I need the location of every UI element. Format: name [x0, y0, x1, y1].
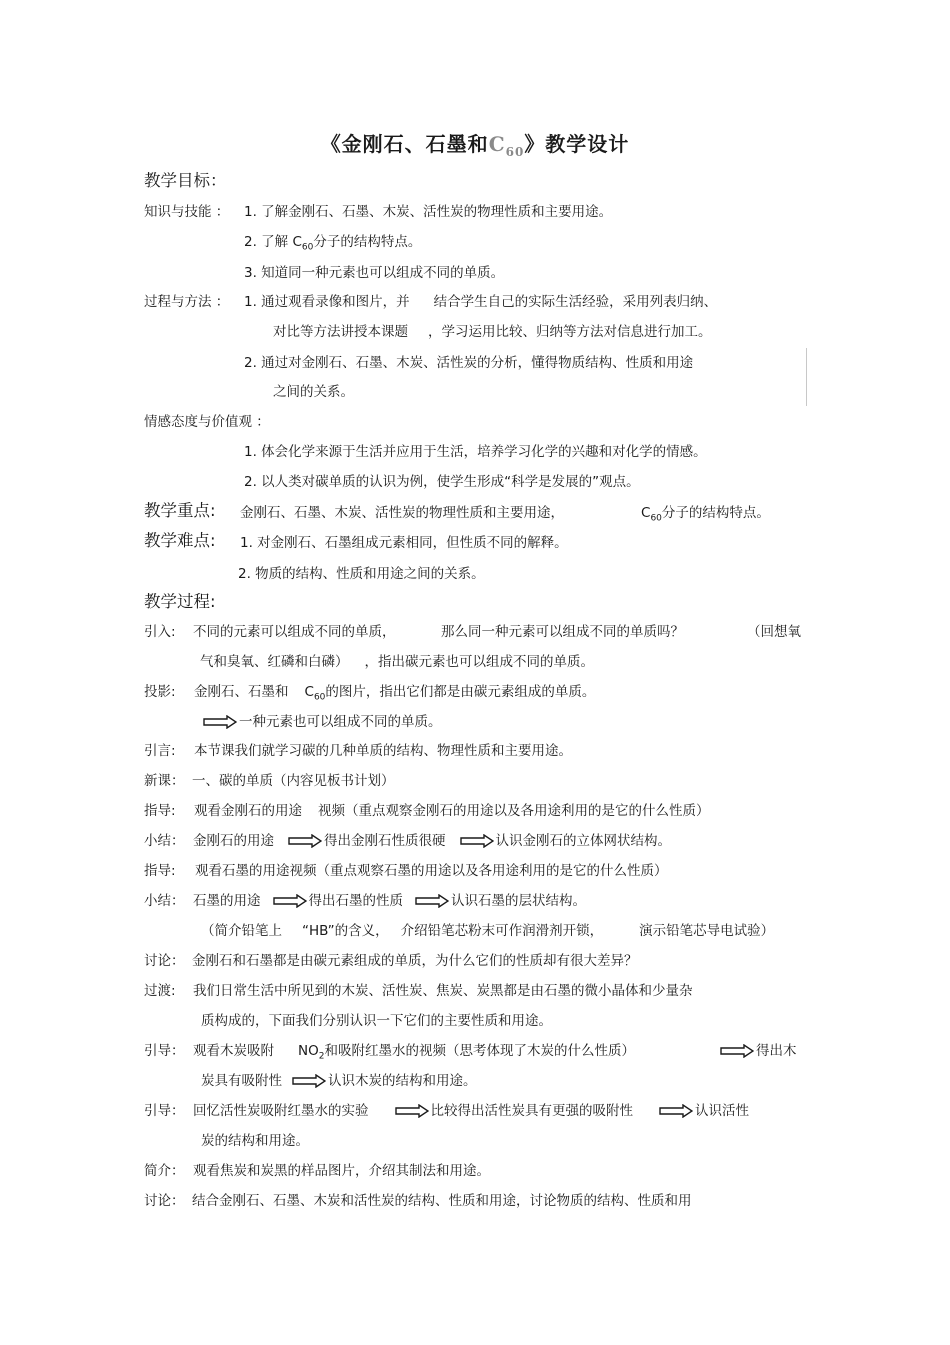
double-right-arrow-icon — [292, 1074, 326, 1088]
intro-text-c: （回想氧 — [747, 624, 801, 640]
margin-rule — [806, 348, 807, 406]
double-right-arrow-icon — [273, 894, 307, 908]
double-right-arrow-icon — [288, 834, 322, 848]
discussion-1-label: 讨论： — [144, 953, 185, 969]
process-heading: 教学过程: — [144, 592, 216, 611]
double-right-arrow-icon — [460, 834, 494, 848]
discussion-1-text: 金刚石和石墨都是由碳元素组成的单质，为什么它们的性质却有很大差异？ — [192, 953, 638, 969]
double-right-arrow-icon — [395, 1104, 429, 1118]
new-lesson-label: 新课： — [144, 773, 185, 789]
projection-label: 投影: — [144, 684, 176, 700]
lead-1-result: 得出木 — [718, 1042, 797, 1060]
summary-1-text: 金刚石的用途 得出金刚石性质很硬 认识金刚石的立体网状结构。 — [193, 833, 671, 849]
intro-label: 引入: — [144, 624, 176, 640]
transition-cont: 质构成的，下面我们分别认识一下它们的主要性质和用途。 — [201, 1013, 552, 1029]
key-points-c60: $C_{60}$分子的结构特点。 — [641, 505, 770, 524]
lead-1-text: 观看木炭吸附 $NO_2$和吸附红墨水的视频（思考体现了木炭的什么性质） — [193, 1043, 635, 1062]
lead-2-label: 引导： — [144, 1103, 185, 1119]
projection-conclusion: 一种元素也可以组成不同的单质。 — [201, 713, 442, 731]
process-item-1-cont: 对比等方法讲授本课题 ，学习运用比较、归纳等方法对信息进行加工。 — [273, 324, 712, 340]
knowledge-label: 知识与技能 ： — [144, 204, 230, 220]
knowledge-item-3: 3. 知道同一种元素也可以组成不同的单质。 — [244, 265, 505, 281]
double-right-arrow-icon — [720, 1044, 754, 1058]
projection-text: 金刚石、石墨和 $C_{60}$的图片，指出它们都是由碳元素组成的单质。 — [194, 684, 596, 703]
brief-text: 观看焦炭和炭黑的样品图片，介绍其制法和用途。 — [193, 1163, 490, 1179]
lead-1-label: 引导： — [144, 1043, 185, 1059]
double-right-arrow-icon — [659, 1104, 693, 1118]
summary-2-text: 石墨的用途 得出石墨的性质 认识石墨的层状结构。 — [193, 893, 586, 909]
lead-1-cont: 炭具有吸附性 认识木炭的结构和用途。 — [201, 1073, 477, 1089]
emotion-item-1: 1. 体会化学来源于生活并应用于生活，培养学习化学的兴趣和对化学的情感。 — [244, 444, 707, 460]
discussion-2-label: 讨论： — [144, 1193, 185, 1209]
transition-text: 我们日常生活中所见到的木炭、活性炭、焦炭、炭黑都是由石墨的微小晶体和少量杂 — [193, 983, 693, 999]
lead-2-text: 回忆活性炭吸附红墨水的实验 比较得出活性炭具有更强的吸附性 认识活性 — [193, 1103, 749, 1119]
knowledge-item-1: 1. 了解金刚石、石墨、木炭、活性炭的物理性质和主要用途。 — [244, 204, 613, 220]
title-c60: $C_{60}$ — [488, 132, 525, 159]
brief-label: 简介： — [144, 1163, 185, 1179]
preface-text: 本节课我们就学习碳的几种单质的结构、物理性质和主要用途。 — [194, 743, 572, 759]
summary-2-note: （简介铅笔上 “HB”的含义， 介绍铅笔芯粉末可作润滑剂开锁， 演示铅笔芯导电试验） — [201, 923, 775, 939]
discussion-2-text: 结合金刚石、石墨、木炭和活性炭的结构、性质和用途，讨论物质的结构、性质和用 — [192, 1193, 692, 1209]
title-suffix: 》教学设计 — [524, 132, 630, 156]
difficult-item-1: 1. 对金刚石、石墨组成元素相同，但性质不同的解释。 — [240, 535, 568, 551]
guide-2-text: 观看石墨的用途视频（重点观察石墨的用途以及各用途利用的是它的什么性质） — [195, 863, 668, 879]
key-points-label: 教学重点: — [144, 501, 216, 520]
transition-label: 过渡: — [144, 983, 176, 999]
intro-text-b: 那么同一种元素可以组成不同的单质吗？ — [441, 624, 684, 640]
title-prefix: 《金刚石、石墨和 — [320, 132, 489, 156]
guide-1-text: 观看金刚石的用途 视频（重点观察金刚石的用途以及各用途利用的是它的什么性质） — [194, 803, 710, 819]
knowledge-item-2: 2. 了解 $C_{60}$分子的结构特点。 — [244, 234, 422, 253]
process-item-2: 2. 通过对金刚石、石墨、木炭、活性炭的分析，懂得物质结构、性质和用途 — [244, 355, 694, 371]
emotion-item-2: 2. 以人类对碳单质的认识为例，使学生形成“科学是发展的”观点。 — [244, 474, 640, 490]
document-title — [0, 128, 950, 159]
process-item-2-cont: 之间的关系。 — [273, 384, 354, 400]
guide-2-label: 指导: — [144, 863, 176, 879]
summary-2-label: 小结： — [144, 893, 185, 909]
lead-2-cont: 炭的结构和用途。 — [201, 1133, 309, 1149]
summary-1-label: 小结： — [144, 833, 185, 849]
key-points-text: 金刚石、石墨、木炭、活性炭的物理性质和主要用途， — [240, 505, 564, 521]
new-lesson-text: 一、碳的单质（内容见板书计划） — [192, 773, 395, 789]
difficult-item-2: 2. 物质的结构、性质和用途之间的关系。 — [238, 566, 485, 582]
difficult-points-label: 教学难点: — [144, 531, 216, 550]
process-item-1: 1. 通过观看录像和图片，并 结合学生自己的实际生活经验，采用列表归纳、 — [244, 294, 718, 310]
intro-cont: 气和臭氧、红磷和白磷） ，指出碳元素也可以组成不同的单质。 — [200, 654, 594, 670]
double-right-arrow-icon — [203, 715, 237, 729]
preface-label: 引言: — [144, 743, 176, 759]
double-right-arrow-icon — [415, 894, 449, 908]
intro-text-a: 不同的元素可以组成不同的单质， — [193, 624, 396, 640]
process-label: 过程与方法 ： — [144, 294, 230, 310]
goals-heading: 教学目标： — [144, 171, 227, 190]
guide-1-label: 指导: — [144, 803, 176, 819]
emotion-label: 情感态度与价值观 ： — [144, 414, 270, 430]
